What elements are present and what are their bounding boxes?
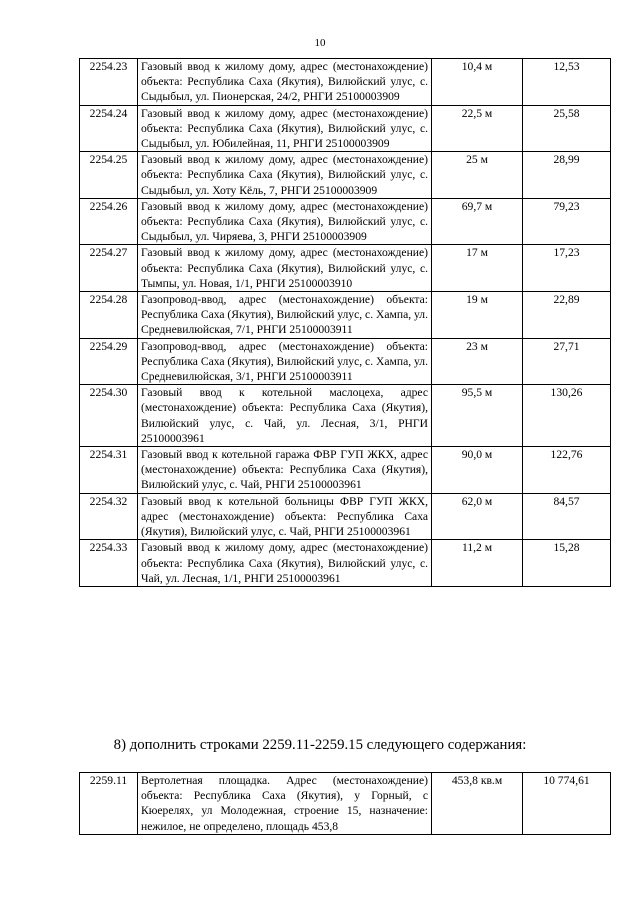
value-cell: 27,71 (523, 338, 611, 385)
row-number-cell: 2254.23 (80, 59, 138, 106)
table-row (80, 245, 611, 292)
row-number-cell: 2254.27 (80, 245, 138, 292)
object-description-cell: Газопровод-ввод, адрес (местонахождение) объекта: Республика Саха (Якутия), Вилюйский улус, с. Хампа, ул. Средневилюйская, 7/1, РНГИ 25100003911 (138, 292, 432, 339)
object-description-cell: Газовый ввод к жилому дому, адрес (местонахождение) объекта: Республика Саха (Якутия), Вилюйский улус, с. Тымпы, ул. Новая, 1/1, РНГИ 25100003910 (138, 245, 432, 292)
table-row (80, 292, 611, 339)
value-cell: 12,53 (523, 59, 611, 106)
area-cell: 453,8 кв.м (432, 773, 523, 835)
amendment-instruction: 8) дополнить строками 2259.11-2259.15 следующего содержания: (113, 737, 527, 753)
area-cell: 62,0 м (432, 493, 523, 540)
value-cell: 79,23 (523, 198, 611, 245)
area-cell: 17 м (432, 245, 523, 292)
area-cell: 19 м (432, 292, 523, 339)
area-cell: 23 м (432, 338, 523, 385)
object-description-cell: Газовый ввод к котельной гаража ФВР ГУП ЖКХ, адрес (местонахождение) объекта: Республика Саха (Якутия), Вилюйский улус, с. Чай, РНГИ 25100003961 (138, 447, 432, 494)
table-row (80, 773, 611, 835)
object-description-cell: Газовый ввод к котельной маслоцеха, адрес (местонахождение) объекта: Республика Саха (Якутия), Вилюйский улус, с. Чай, ул. Лесная, 3/1, РНГИ 25100003961 (138, 385, 432, 447)
value-cell: 22,89 (523, 292, 611, 339)
area-cell: 25 м (432, 152, 523, 199)
value-cell: 10 774,61 (523, 773, 611, 835)
table-row (80, 152, 611, 199)
value-cell: 28,99 (523, 152, 611, 199)
object-description-cell: Газовый ввод к жилому дому, адрес (местонахождение) объекта: Республика Саха (Якутия), Вилюйский улус, с. Сыдыбыл, ул. Хоту Кёль, 7, РНГИ 25100003909 (138, 152, 432, 199)
row-number-cell: 2254.32 (80, 493, 138, 540)
row-number-cell: 2254.26 (80, 198, 138, 245)
area-cell: 90,0 м (432, 447, 523, 494)
object-description-cell: Газовый ввод к жилому дому, адрес (местонахождение) объекта: Республика Саха (Якутия), Вилюйский улус, с. Сыдыбыл, ул. Чиряева, 3, РНГИ 25100003909 (138, 198, 432, 245)
row-number-cell: 2254.28 (80, 292, 138, 339)
area-cell: 11,2 м (432, 540, 523, 587)
table-row (80, 105, 611, 152)
value-cell: 84,57 (523, 493, 611, 540)
row-number-cell: 2254.30 (80, 385, 138, 447)
area-cell: 69,7 м (432, 198, 523, 245)
row-number-cell: 2254.24 (80, 105, 138, 152)
value-cell: 130,26 (523, 385, 611, 447)
table-row (80, 447, 611, 494)
table-row (80, 59, 611, 106)
object-description-cell: Газовый ввод к жилому дому, адрес (местонахождение) объекта: Республика Саха (Якутия), Вилюйский улус, с. Сыдыбыл, ул. Пионерская, 24/2, РНГИ 25100003909 (138, 59, 432, 106)
object-description-cell: Газовый ввод к котельной больницы ФВР ГУП ЖКХ, адрес (местонахождение) объекта: Республика Саха (Якутия), Вилюйский улус, с. Чай, РНГИ 25100003961 (138, 493, 432, 540)
table-row (80, 198, 611, 245)
object-description-cell: Газовый ввод к жилому дому, адрес (местонахождение) объекта: Республика Саха (Якутия), Вилюйский улус, с. Сыдыбыл, ул. Юбилейная, 11, РНГИ 25100003909 (138, 105, 432, 152)
value-cell: 17,23 (523, 245, 611, 292)
row-number-cell: 2254.31 (80, 447, 138, 494)
table-row (80, 540, 611, 587)
property-table (79, 58, 611, 587)
row-number-cell: 2254.25 (80, 152, 138, 199)
area-cell: 95,5 м (432, 385, 523, 447)
table-row (80, 338, 611, 385)
row-number-cell: 2254.33 (80, 540, 138, 587)
area-cell: 22,5 м (432, 105, 523, 152)
row-number-cell: 2254.29 (80, 338, 138, 385)
row-number-cell: 2259.11 (80, 773, 138, 835)
table-row (80, 493, 611, 540)
object-description-cell: Газовый ввод к жилому дому, адрес (местонахождение) объекта: Республика Саха (Якутия), Вилюйский улус, с. Чай, ул. Лесная, 1/1, РНГИ 25100003961 (138, 540, 432, 587)
object-description-cell: Вертолетная площадка. Адрес (местонахождение) объекта: Республика Саха (Якутия), у Горный, с Кюерелях, ул Молодежная, строение 15, назначение: нежилое, не определено, площадь 453,8 (138, 773, 432, 835)
value-cell: 122,76 (523, 447, 611, 494)
value-cell: 15,28 (523, 540, 611, 587)
added-rows-table (79, 772, 611, 835)
page-number: 10 (314, 37, 326, 49)
area-cell: 10,4 м (432, 59, 523, 106)
value-cell: 25,58 (523, 105, 611, 152)
table-row (80, 385, 611, 447)
object-description-cell: Газопровод-ввод, адрес (местонахождение) объекта: Республика Саха (Якутия), Вилюйский улус, с. Хампа, ул. Средневилюйская, 3/1, РНГИ 25100003911 (138, 338, 432, 385)
